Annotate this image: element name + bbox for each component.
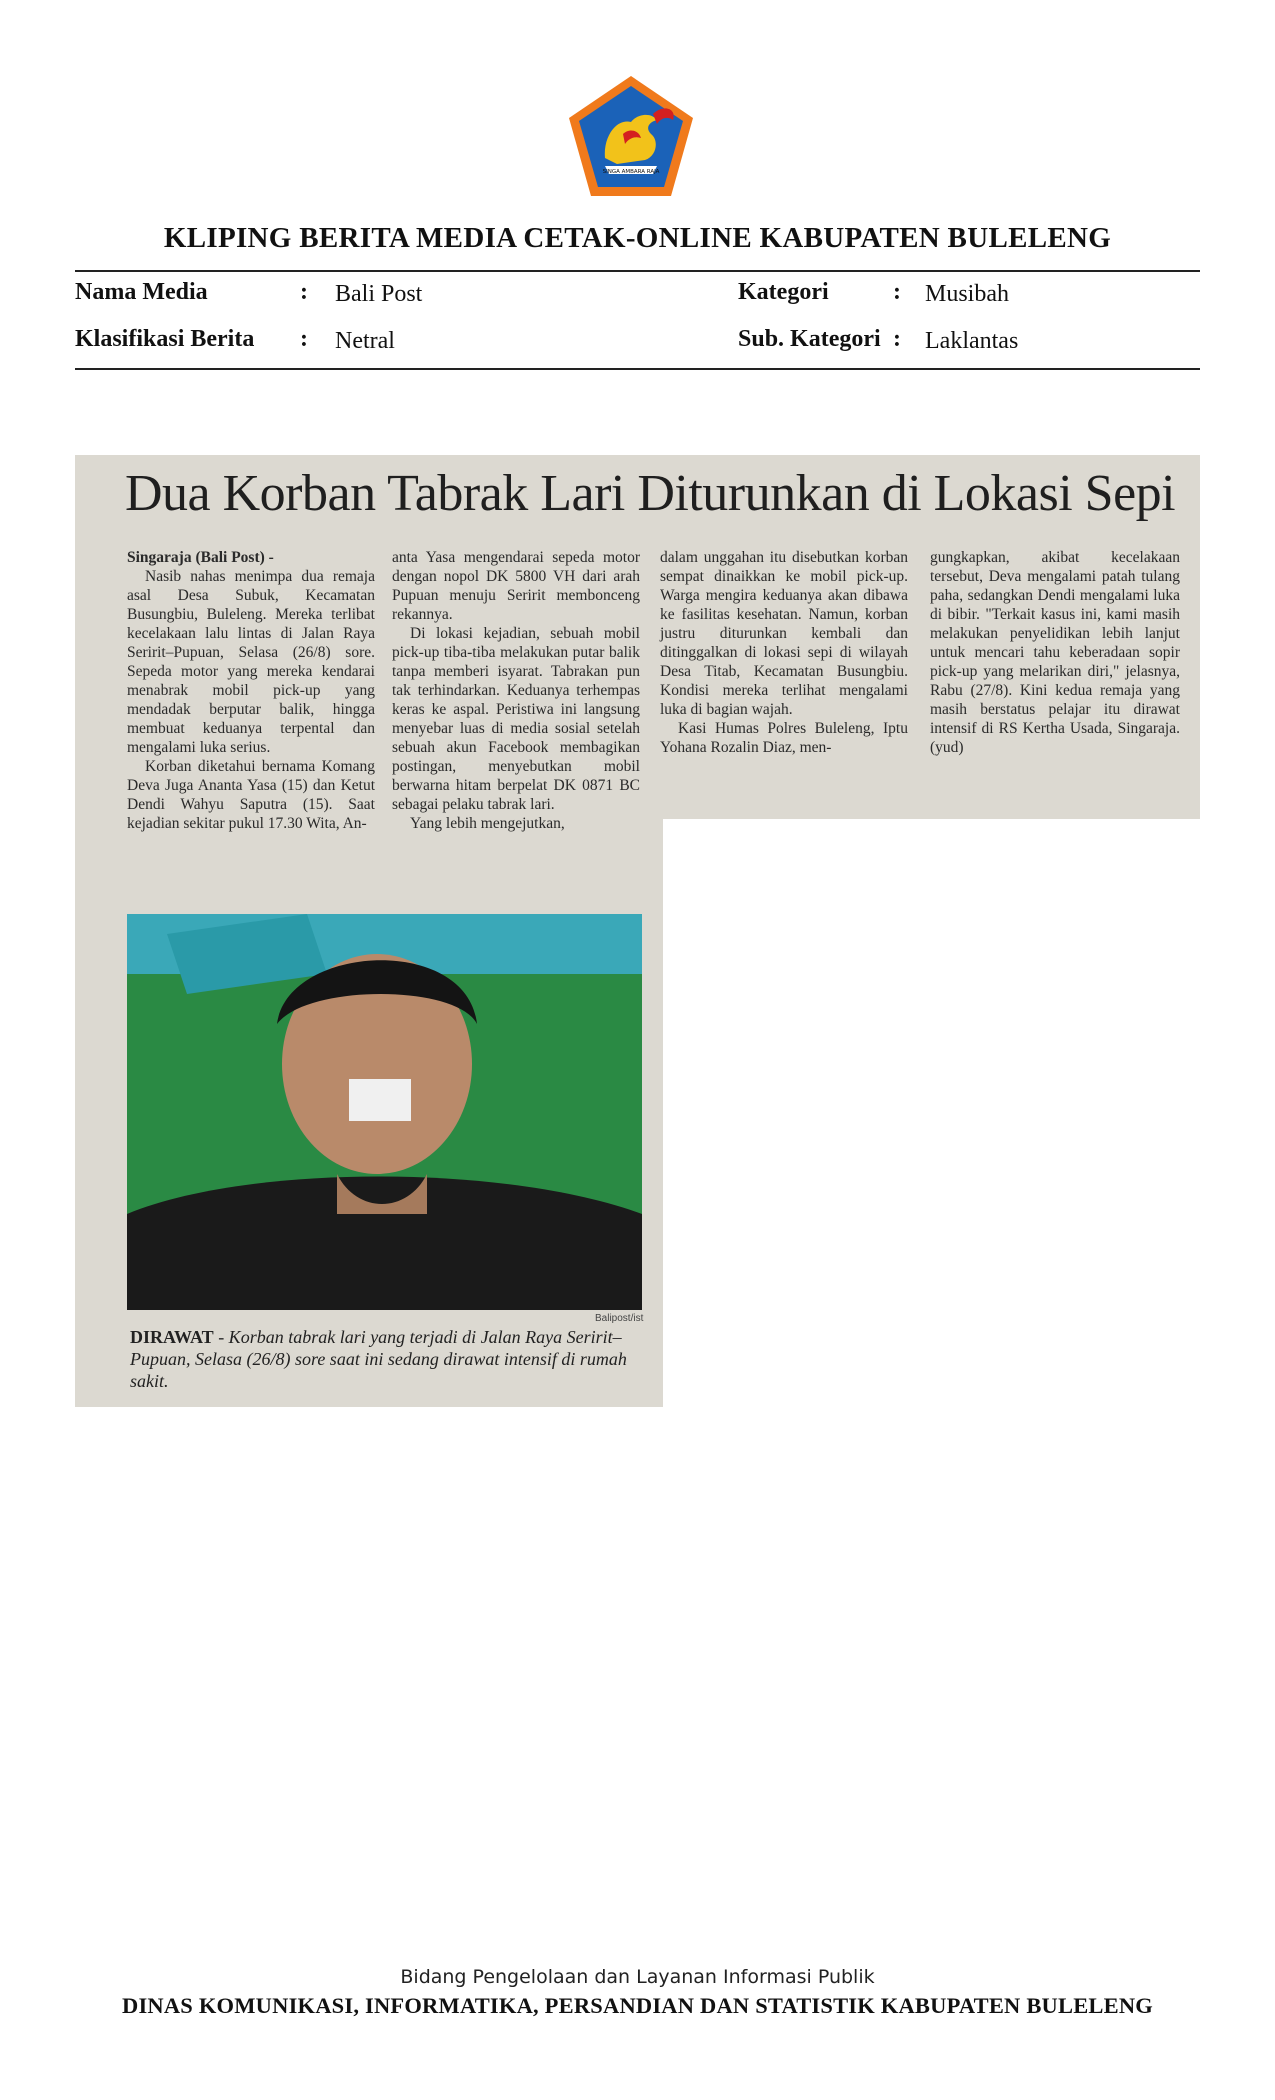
article-headline: Dua Korban Tabrak Lari Diturunkan di Lokasi Sepi: [125, 465, 1176, 522]
kategori-value: Musibah: [925, 281, 1009, 307]
article-column-4: [930, 548, 1180, 757]
caption-text: - Korban tabrak lari yang terjadi di Jalan Raya Seririt–Pupuan, Selasa (26/8) sore saat ini sedang dirawat intensif di rumah sakit.: [130, 1327, 627, 1391]
article-paragraph: dalam unggahan itu disebutkan korban sempat dinaikkan ke mobil pick-up. Warga mengira keduanya akan dibawa ke fasilitas kesehatan. Namun, korban justru diturunkan kembali dan ditinggalkan di lokasi sepi di wilayah Desa Titab, Kecamatan Busungbiu. Kondisi mereka terlihat mengalami luka di bagian wajah.: [660, 549, 908, 718]
article-paragraph: Korban diketahui bernama Komang Deva Juga Ananta Yasa (15) dan Ketut Dendi Wahyu Saputra (15). Saat kejadian sekitar pukul 17.30 Wita, An-: [127, 758, 375, 832]
article-paragraph: Di lokasi kejadian, sebuah mobil pick-up tiba-tiba melakukan putar balik tanpa memberi isyarat. Tabrakan pun tak terhindarkan. Keduanya terhempas keras ke aspal. Peristiwa ini langsung menyebar luas di media sosial setelah sebuah akun Facebook membagikan postingan, menyebutkan mobil berwarna hitam berpelat DK 0871 BC sebagai pelaku tabrak lari.: [392, 625, 640, 813]
singa-ambara-raja-emblem-icon: [565, 74, 697, 198]
article-column-2: [392, 548, 640, 833]
page-title: KLIPING BERITA MEDIA CETAK-ONLINE KABUPATEN BULELENG: [163, 222, 1112, 254]
colon: :: [893, 279, 901, 305]
article-paragraph: Yang lebih mengejutkan,: [410, 815, 565, 832]
colon: :: [893, 326, 901, 352]
nama-media-label: Nama Media: [75, 279, 208, 305]
colon: :: [300, 279, 308, 305]
article-dateline: Singaraja (Bali Post) -: [127, 549, 274, 566]
klasifikasi-label: Klasifikasi Berita: [75, 326, 255, 352]
article-paragraph: anta Yasa mengendarai sepeda motor dengan nopol DK 5800 VH dari arah Pupuan menuju Seririt membonceng rekannya.: [392, 549, 640, 623]
photo-caption: [130, 1326, 650, 1392]
footer-unit: Bidang Pengelolaan dan Layanan Informasi Publik: [400, 1966, 875, 1988]
caption-label: DIRAWAT: [130, 1327, 214, 1347]
kategori-label: Kategori: [738, 279, 829, 305]
emblem-text: SINGA AMBARA RAJA: [602, 169, 660, 175]
header-divider-top: [75, 270, 1200, 272]
article-column-3: [660, 548, 908, 757]
sub-kategori-value: Laklantas: [925, 328, 1019, 354]
article-paragraph: Nasib nahas menimpa dua remaja asal Desa Subuk, Kecamatan Busungbiu, Buleleng. Mereka terlibat kecelakaan lalu lintas di Jalan Raya Seririt–Pupuan, Selasa (26/8) sore. Sepeda motor yang mereka kendarai menabrak mobil pick-up yang mendadak berputar balik, hingga membuat keduanya terpental dan mengalami luka serius.: [127, 568, 375, 756]
article-photo: [127, 914, 642, 1310]
header-divider-bottom: [75, 368, 1200, 370]
article-column-1: [127, 548, 375, 833]
sub-kategori-label: Sub. Kategori: [738, 326, 881, 352]
colon: :: [300, 326, 308, 352]
photo-credit: Balipost/ist: [595, 1313, 644, 1324]
klasifikasi-value: Netral: [335, 328, 395, 354]
nama-media-value: Bali Post: [335, 281, 423, 307]
article-paragraph: gungkapkan, akibat kecelakaan tersebut, Deva mengalami patah tulang paha, sedangkan Dendi mengalami luka di bibir. "Terkait kasus ini, kami masih melakukan penyelidikan lebih lanjut untuk mencari tahu keberadaan sopir pick-up yang melarikan diri," jelasnya, Rabu (27/8). Kini kedua remaja yang masih berstatus pelajar itu dirawat intensif di RS Kertha Usada, Singaraja. (yud): [930, 549, 1180, 756]
footer-agency: DINAS KOMUNIKASI, INFORMATIKA, PERSANDIAN DAN STATISTIK KABUPATEN BULELENG: [122, 1993, 1153, 2018]
article-paragraph: Kasi Humas Polres Buleleng, Iptu Yohana Rozalin Diaz, men-: [660, 720, 908, 756]
